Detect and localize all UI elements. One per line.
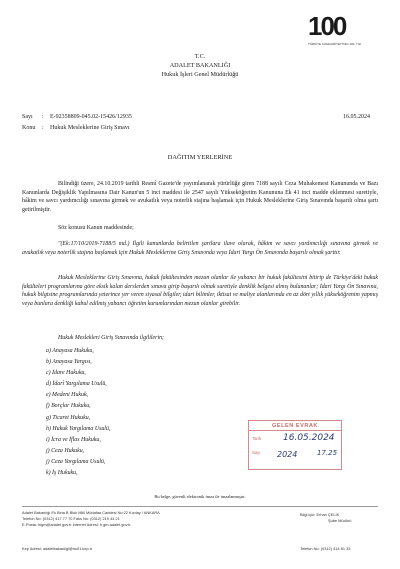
stamp-number-label: Sayı [252,450,261,455]
stamp-date-label: Tarih [252,436,262,441]
list-item: i) İcra ve İflas Hukuku, [46,436,101,443]
body-paragraph-1: Bilindiği üzere, 24.10.2019 tarihli Resmî Gazete'de yayımlanarak yürürlüğe giren 7188 sayılı Ceza Muhakemesi Kanununda ve Bazı Kanunlarda Değişiklik Yapılmasına Dair Kanun'un 5 inci maddesi ile 2547 sayılı Yükseköğretim Kanununa Ek 41 inci madde eklenmesi suretiyle, hâkim ve savcı yardımcılığı sınavına girmek ve avukatlık veya noterlik stajına başlamak için Hukuk Mesleklerine Giriş Sınavında başarılı olma şartı getirilmiştir. [22,181,378,213]
konu-separator: : [42,125,44,131]
list-item: e) Medeni Hukuk, [46,392,89,399]
e-signature-note: Bu belge, güvenli elektronik imza ile imzalanmıştır. [154,494,246,499]
sayi-value: E-92358809-045.02-15426/12935 [50,114,132,120]
received-document-stamp [248,420,342,470]
header-department: Hukuk İşleri Genel Müdürlüğü [161,71,239,78]
handwritten-number: 2024 [277,450,298,459]
list-item: h) Hukuk Yargılama Usulü, [46,425,111,432]
list-item: j) Ceza Yargılama Usulü, [46,458,106,465]
list-item: a) Anayasa Hukuku, [46,348,94,354]
sayi-label: Sayı [22,114,33,120]
list-item: b) Anayasa Yargısı, [46,359,92,366]
footer-contact [22,510,160,528]
konu-value: Hukuk Mesleklerine Giriş Sınavı [50,125,130,131]
list-item: d) İdarî Yargılama Usulü, [46,381,107,388]
list-item: g) Ticaret Hukuku, [46,414,91,421]
list-item: k) İş Hukuku, [46,470,78,477]
document-title: DAĞITIM YERLERİNE [167,154,233,161]
handwritten-time: 17.25 [317,449,338,457]
info-title: Şube Müdürü [328,518,352,523]
sayi-separator: : [42,114,44,120]
quoted-law-paragraph-2: Hukuk Mesleklerine Giriş Sınavına, hukuk fakültesinden mezun olanlar ile yabancı bir hukuk fakültesini bitirip de Türkiye'deki hukuk fakülteleri programlarına göre eksik kalan derslerden sınava girip başarılı olmak suretiyle denklik belgesi almış bulunanlar; İdari Yargı Ön Sınavına, hukuk bilgisine programlarında yeterince yer veren siyasal bilgiler, idari bilimler, iktisat ve maliye alanlarında en az dört yıllık yükseköğrenim yapmış veya bunlara denkliği kabul edilmiş yabancı öğretim kurumlarından mezun olanlar girebilir. [22,275,378,307]
footer-address: Adalet Bakanlığı Ek Bina B Blok Milli Müdafaa Caddesi No:22 Kızılay / ANKARA [22,510,160,515]
list-item: j) Ceza Hukuku, [46,447,85,454]
footer-info-contact [300,512,351,524]
handwritten-date: 16.05.2024 [283,433,335,443]
header-ministry: ADALET BAKANLIĞI [169,62,231,69]
footer-phone-right: Telefon No: (0312) 414 81 33 [300,546,351,551]
document-date: 16.05.2024 [343,114,370,120]
quoted-law-paragraph-3: Hukuk Meslekleri Giriş Sınavında ilgililerin; [58,335,165,341]
list-item: c) İdare Hukuku, [46,370,86,377]
footer-kep-address: Kep Adresi: adaletbakanligi@hs01.kep.tr [22,546,93,551]
logo-caption: TÜRKİYE CUMHURİYETİ'NİN 100. YILI [308,42,362,46]
footer-divider [22,506,378,507]
stamp-header: GELEN EVRAK [249,421,341,431]
footer-phone: Telefon No: (0312) 417 77 70 Faks No: (0312) 219 44 21 [22,516,120,521]
quoted-law-paragraph: "(Ek:17/10/2019-7188/5 md.) İlgili kanunlarda belirtilen şartlara ilave olarak, hâkim ve savcı yardımcılığı sınavına girmek ve avukatlık veya noterlik stajına başlamak için Hukuk Mesleklerine Giriş Sınavında veya İdari Yargı Ön Sınavında başarılı olmak şarttır. [22,241,378,256]
footer-email: E-Posta: higm@adalet.gov.tr İnternet Adresi: h.gm.adalet.gov.tr [22,522,131,527]
centennial-logo [308,12,374,48]
list-item: f) Borçlar Hukuku, [46,403,91,410]
body-paragraph-2: Söz konusu Kanun maddesinde; [58,225,134,231]
exam-subject-list [46,346,110,479]
logo-number: 100 [308,11,346,41]
info-label: Bilgi için: [300,512,316,517]
info-name: Erhan ÇELİK [316,512,340,517]
header-tc: T.C. [194,53,206,60]
konu-label: Konu [22,125,36,131]
